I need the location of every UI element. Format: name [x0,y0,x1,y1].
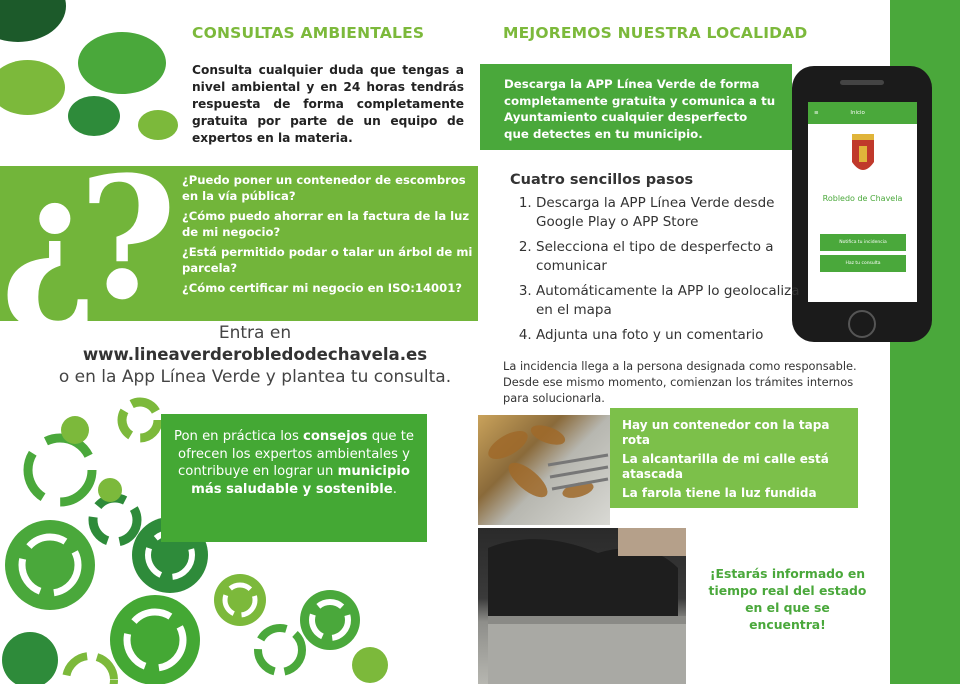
right-heading: MEJOREMOS NUESTRA LOCALIDAD [503,24,808,42]
drain-photo [478,415,610,525]
question-item: ¿Cómo puedo ahorrar en la factura de la luz de mi negocio? [182,209,470,239]
phone-mockup [792,66,932,342]
question-mark-graphic: ¿? [0,139,157,337]
website-link[interactable]: www.lineaverderobledodechavela.es [82,345,428,364]
left-heading: CONSULTAS AMBIENTALES [192,24,425,42]
incidents-box [610,408,858,508]
menu-icon[interactable]: ≡ [814,110,819,116]
incident-item: Hay un contenedor con la tapa rota [622,418,830,447]
tips-text: que te ofrecen los expertos ambientales y contribuye en lograr un [178,429,415,479]
app-topbar-label: Inicio [850,110,865,116]
container-photo [478,528,686,684]
steps-list [510,194,800,345]
question-item: ¿Cómo certificar mi negocio en ISO:14001? [182,281,462,295]
informed-message: ¡Estarás informado en tiempo real del estado en el que se encuentra! [708,566,867,632]
tips-text: . [392,481,397,497]
tips-bold-consejos: consejos [303,429,368,444]
website-cta [40,322,470,388]
questions-list [182,172,474,300]
step-item: 4. Adjunta una foto y un comentario [536,326,800,345]
container-graphic [478,528,686,684]
incident-item: La farola tiene la luz fundida [622,486,817,500]
left-intro: Consulta cualquier duda que tengas a nivel ambiental y en 24 horas tendrás respuesta de forma completamente gratuita por parte de un equipo de expertos en la materia. [192,63,464,145]
app-town-name: Robledo de Chavela [822,194,903,203]
phone-home-button [848,310,876,338]
notify-incident-button[interactable]: Notifica tu incidencia [820,234,906,251]
step-item: 1. Descarga la APP Línea Verde desde Google Play o APP Store [536,194,800,232]
question-item: ¿Está permitido podar o talar un árbol de mi parcela? [182,245,473,275]
download-box: Descarga la APP Línea Verde de forma completamente gratuita y comunica a tu Ayuntamiento cualquier desperfecto que detectes en tu municipio. [480,64,792,150]
incident-item: La alcantarilla de mi calle está atascada [622,452,829,481]
question-item: ¿Puedo poner un contenedor de escombros en la vía pública? [182,173,466,203]
step-item: 2. Selecciona el tipo de desperfecto a comunicar [536,238,800,276]
tips-box [161,414,427,542]
tips-bold-municipio: municipio más saludable y sostenible [191,464,410,497]
tips-text: Pon en práctica los [173,429,304,444]
steps-section [510,172,800,351]
entra-line-app: o en la App Línea Verde y plantea tu consulta. [58,367,452,387]
step-item: 3. Automáticamente la APP lo geolocaliza en el mapa [536,282,800,320]
phone-speaker [840,80,884,85]
entra-line: Entra en [218,323,292,343]
app-topbar [808,102,917,124]
leaves-graphic [478,415,610,525]
incident-note: La incidencia llega a la persona designada como responsable. Desde ese mismo momento, comienzan los trámites internos para solucionarla. [503,359,857,405]
town-crest-icon [848,132,878,178]
steps-title: Cuatro sencillos pasos [510,172,694,188]
phone-screen [808,102,917,302]
make-query-button[interactable]: Haz tu consulta [820,255,906,272]
